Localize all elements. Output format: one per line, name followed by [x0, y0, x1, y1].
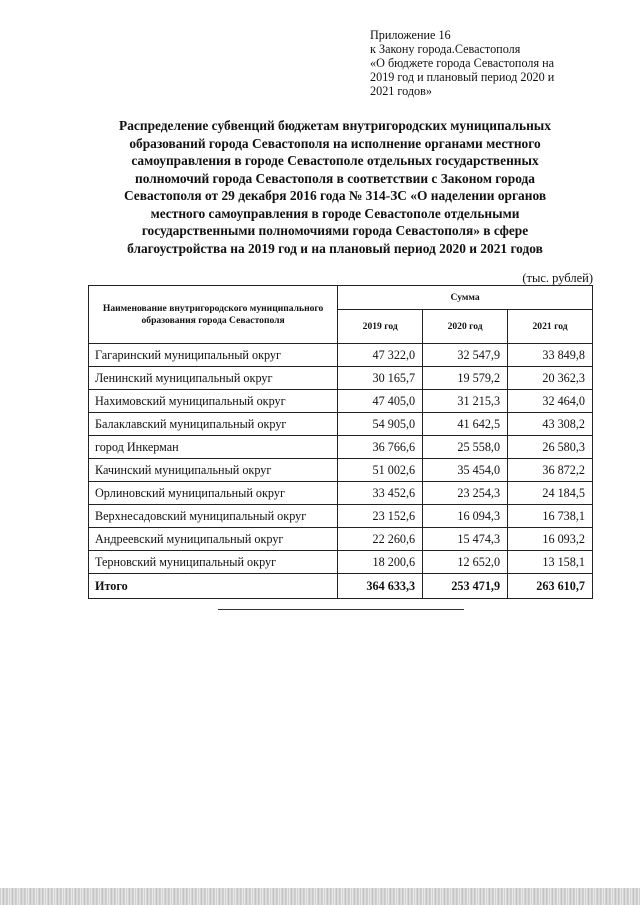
- value-2020: 32 547,9: [423, 344, 508, 367]
- value-2021: 20 362,3: [508, 367, 593, 390]
- appendix-line: «О бюджете города Севастополя на: [370, 56, 555, 70]
- total-2021: 263 610,7: [508, 574, 593, 599]
- value-2020: 31 215,3: [423, 390, 508, 413]
- value-2021: 36 872,2: [508, 459, 593, 482]
- document-title: [70, 117, 600, 257]
- value-2021: 33 849,8: [508, 344, 593, 367]
- title-line: Севастополя от 29 декабря 2016 года № 314-ЗС «О наделении органов: [123, 188, 547, 203]
- appendix-line: 2021 годов»: [370, 84, 433, 98]
- value-2019: 47 405,0: [338, 390, 423, 413]
- header-municipality: Наименование внутригородского муниципального образования города Севастополя: [89, 286, 338, 344]
- header-year-2020: 2020 год: [423, 310, 508, 344]
- value-2021: 24 184,5: [508, 482, 593, 505]
- row-name: Андреевский муниципальный округ: [89, 528, 338, 551]
- subventions-table: [88, 285, 593, 599]
- total-label: Итого: [89, 574, 338, 599]
- value-2019: 18 200,6: [338, 551, 423, 574]
- appendix-line: Приложение 16: [370, 28, 451, 42]
- row-name: Орлиновский муниципальный округ: [89, 482, 338, 505]
- value-2021: 16 738,1: [508, 505, 593, 528]
- value-2019: 22 260,6: [338, 528, 423, 551]
- row-name: Качинский муниципальный округ: [89, 459, 338, 482]
- scan-edge-noise: [0, 888, 640, 905]
- closing-divider: [218, 609, 464, 610]
- value-2021: 16 093,2: [508, 528, 593, 551]
- value-2020: 15 474,3: [423, 528, 508, 551]
- header-year-2019: 2019 год: [338, 310, 423, 344]
- total-2019: 364 633,3: [338, 574, 423, 599]
- value-2020: 12 652,0: [423, 551, 508, 574]
- appendix-note: [370, 28, 620, 98]
- row-name: город Инкерман: [89, 436, 338, 459]
- value-2020: 35 454,0: [423, 459, 508, 482]
- table-total-row: [89, 574, 593, 599]
- table-row: [89, 459, 593, 482]
- header-sum: Сумма: [338, 286, 593, 310]
- row-name: Балаклавский муниципальный округ: [89, 413, 338, 436]
- row-name: Нахимовский муниципальный округ: [89, 390, 338, 413]
- table-row: [89, 413, 593, 436]
- table-row: [89, 505, 593, 528]
- value-2020: 25 558,0: [423, 436, 508, 459]
- value-2019: 30 165,7: [338, 367, 423, 390]
- value-2019: 36 766,6: [338, 436, 423, 459]
- value-2020: 19 579,2: [423, 367, 508, 390]
- table-row: [89, 528, 593, 551]
- value-2019: 54 905,0: [338, 413, 423, 436]
- title-line: благоустройства на 2019 год и на плановый период 2020 и 2021 годов: [127, 240, 543, 256]
- title-line: самоуправления в городе Севастополе отдельных государственных: [131, 153, 539, 168]
- table-row: [89, 367, 593, 390]
- title-line: полномочий города Севастополя в соответствии с Законом города: [135, 170, 535, 186]
- table-row: [89, 390, 593, 413]
- total-2020: 253 471,9: [423, 574, 508, 599]
- title-line: местного самоуправления в городе Севастополе отдельными: [150, 205, 520, 221]
- value-2019: 23 152,6: [338, 505, 423, 528]
- row-name: Терновский муниципальный округ: [89, 551, 338, 574]
- header-year-2021: 2021 год: [508, 310, 593, 344]
- row-name: Гагаринский муниципальный округ: [89, 344, 338, 367]
- value-2019: 47 322,0: [338, 344, 423, 367]
- value-2021: 26 580,3: [508, 436, 593, 459]
- row-name: Ленинский муниципальный округ: [89, 367, 338, 390]
- table-row: [89, 482, 593, 505]
- value-2020: 16 094,3: [423, 505, 508, 528]
- appendix-line: 2019 год и плановый период 2020 и: [370, 70, 555, 84]
- value-2020: 41 642,5: [423, 413, 508, 436]
- appendix-line: к Закону города.Севастополя: [370, 42, 521, 56]
- table-row: [89, 551, 593, 574]
- table-header-row: [89, 286, 593, 310]
- title-line: государственными полномочиями города Севастополя» в сфере: [141, 223, 529, 238]
- value-2020: 23 254,3: [423, 482, 508, 505]
- value-2019: 33 452,6: [338, 482, 423, 505]
- value-2021: 32 464,0: [508, 390, 593, 413]
- value-2021: 43 308,2: [508, 413, 593, 436]
- title-line: образований города Севастополя на исполнение органами местного: [129, 135, 541, 151]
- value-2021: 13 158,1: [508, 551, 593, 574]
- units-label: (тыс. рублей): [522, 271, 593, 285]
- row-name: Верхнесадовский муниципальный округ: [89, 505, 338, 528]
- table-row: [89, 344, 593, 367]
- title-line: Распределение субвенций бюджетам внутригородских муниципальных: [119, 118, 551, 133]
- value-2019: 51 002,6: [338, 459, 423, 482]
- table-row: [89, 436, 593, 459]
